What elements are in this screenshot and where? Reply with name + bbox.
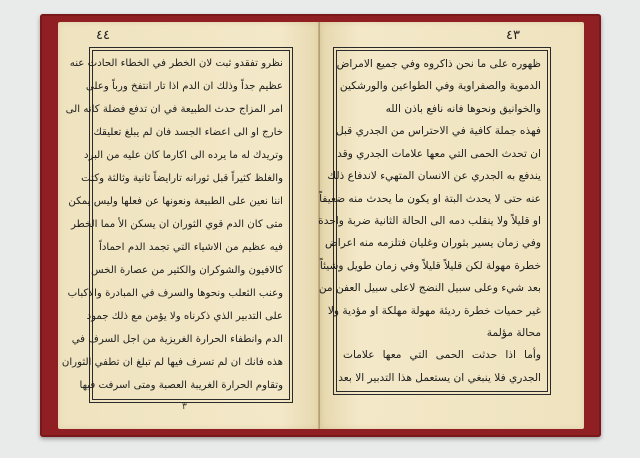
right-text-frame xyxy=(318,50,548,392)
text-line: فهذه جملة كافية في الاحتراس من الجدري قبل xyxy=(335,125,541,138)
text-line: يندفع به الجدري عن الانسان المتهيء لاندفاع ذلك xyxy=(327,170,541,183)
left-text-frame xyxy=(61,50,290,400)
text-line: نظرو تفقدو ثبت لان الخطر في الخطاء الحادث عنه xyxy=(69,58,283,69)
text-line: بعد شيء وعلى سبيل النضج لاعلى سبيل العفن من xyxy=(318,282,541,295)
text-line: هذه فانك ان لم تسرف فيها لم تبلغ ان تطفي الثوران xyxy=(61,357,283,368)
text-line: فيه عظيم من الاشياء التي تجمد الدم احماداً xyxy=(99,242,283,253)
text-line: ان تحدث الحمى التي معها علامات الجدري وقد xyxy=(337,147,541,160)
text-line: عنه حتى لا يحدث البتة او يكون ما يحدث منه ضعيفاً xyxy=(319,192,541,205)
text-line: وتقاوم الحرارة الغريبة العصبة ومتى اسرفت فيها xyxy=(79,380,283,391)
text-line: والغلظ كثيراً قبل ثورانه تارايضاً ثانية وثالثة وكثت xyxy=(81,173,283,184)
text-line: وتريدك له ما يرده الى اكارما كان عليه من البرد xyxy=(83,150,283,161)
text-line: خطرة مهولة لكن قليلاً قليلاً وفي زمان طويل وشيئاً xyxy=(319,259,541,272)
text-line: الدم وانطفاء الحرارة الغريزية من اجل السرف في xyxy=(71,334,283,345)
text-line: ظهوره على ما نحن ذاكروه وفي جميع الامراض xyxy=(336,58,541,70)
left-footer-mark: ٣ xyxy=(182,402,187,412)
text-line: كالافيون والشوكران والكثير من عصارة الخس xyxy=(91,265,283,276)
right-text-block xyxy=(318,57,541,385)
text-line: او قليلاً ولا ينقلب دمه الى الحالة الثانية ضربة واحدة xyxy=(318,214,541,227)
text-line: محالة مؤلمة xyxy=(486,327,541,340)
left-page xyxy=(58,22,320,429)
text-line: غير حميات خطرة رديئة مهولة مهلكة او مؤدية ولا xyxy=(327,304,541,317)
text-line: الجدري فلا ينبغي ان يستعمل هذا التدبير الا بعد xyxy=(338,371,541,384)
text-line: امر المزاج حدث الطبيعة في ان تدفع فضلة كانه الى xyxy=(65,104,283,115)
text-line: وعنب الثعلب ونحوها والسرف في المبادرة والاكباب xyxy=(67,288,283,299)
right-page xyxy=(320,22,584,429)
text-line: متى كان الدم قوي الثوران ان يسكن الأ مما الخطر xyxy=(71,219,283,230)
text-line: وفي زمان يسير بثوران وغليان فتلزمه منه اعراض xyxy=(324,237,541,250)
text-line: الدموية والصفراوية وفي الطواعين والورشكين xyxy=(339,80,541,93)
text-line: والخوانيق ونحوها فانه نافع باذن الله xyxy=(385,102,541,115)
text-line: وأما اذا حدثت الحمى التي معها علامات xyxy=(343,349,541,362)
text-line: اننا نعين على الطبيعة ونعونها عن فعلها وليس يمكن xyxy=(68,196,283,207)
left-page-number: ٤٤ xyxy=(96,28,110,43)
text-line: خارج او الى اعضاء الجسد فان لم يبلغ تعليقك xyxy=(93,127,283,138)
text-line: عظيم جداً وذلك ان الدم اذا تار انتفخ ورباً وعلى xyxy=(85,81,283,92)
left-text-block xyxy=(61,57,283,393)
right-page-number: ٤٣ xyxy=(506,28,520,43)
text-line: على التدبير الذي ذكرناه ولا يؤمن مع ذلك جمود xyxy=(86,311,283,322)
